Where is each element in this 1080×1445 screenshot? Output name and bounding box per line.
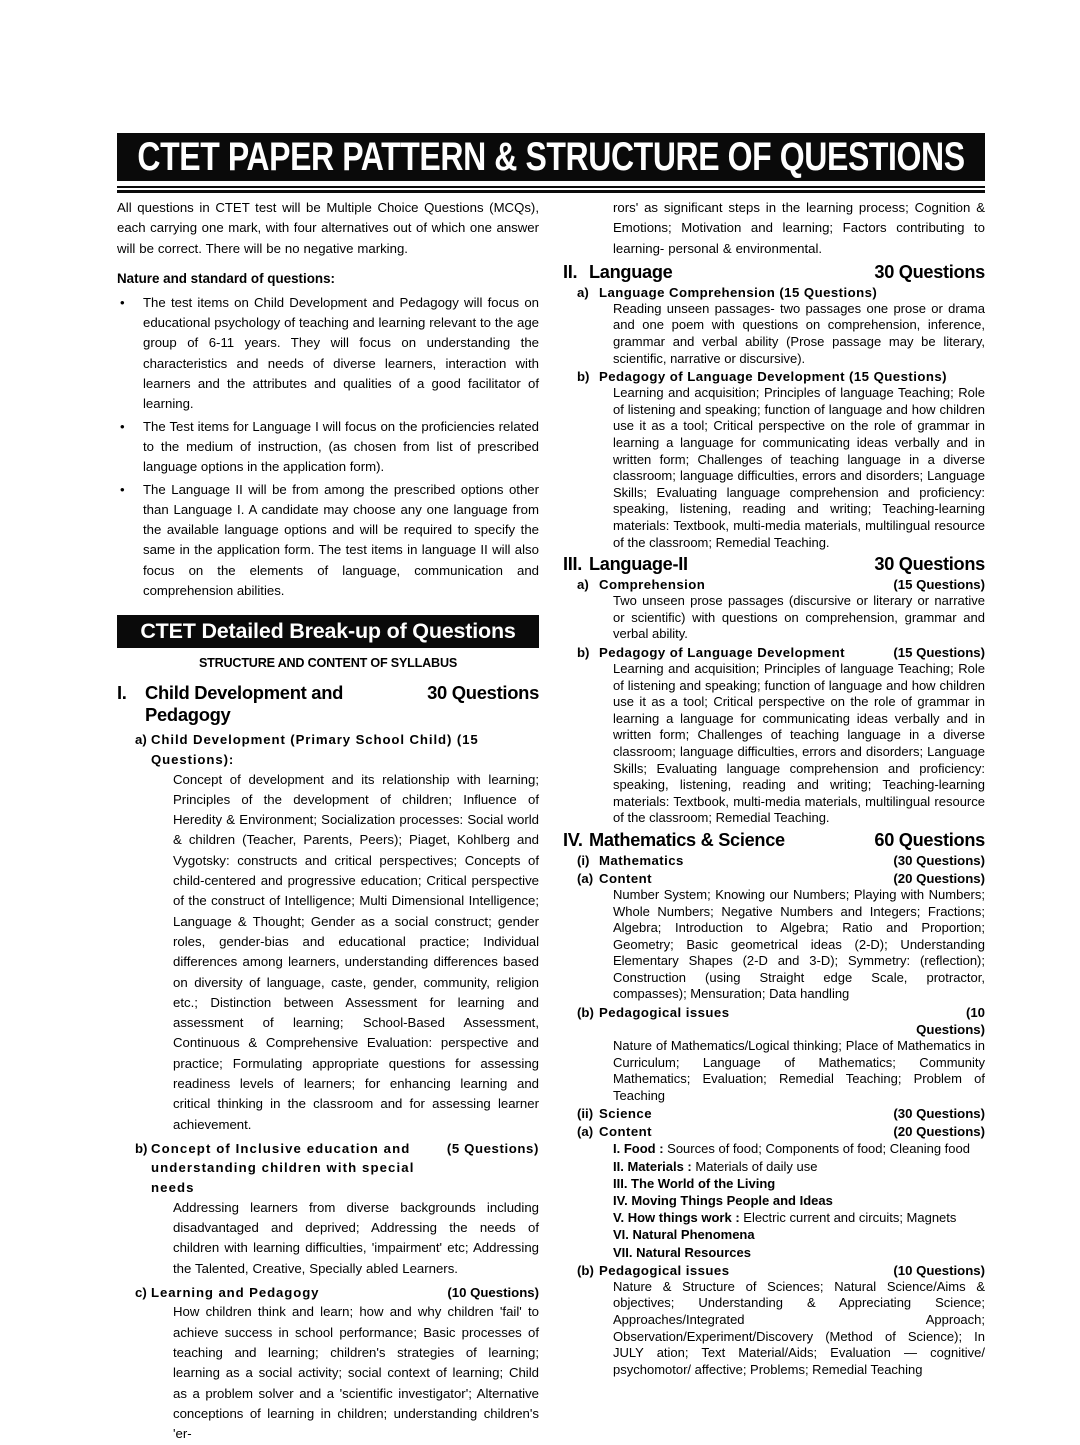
list-item	[117, 480, 539, 602]
topic-heading: IV. Moving Things People and Ideas	[613, 1193, 833, 1209]
section-numeral: III.	[563, 554, 583, 575]
list-item	[613, 1158, 985, 1175]
subsection-math-content	[563, 870, 985, 887]
subsection-letter: (b)	[577, 1005, 594, 1021]
section-title: Child Development and Pedagogy	[145, 682, 344, 726]
subsection-title	[151, 1139, 539, 1198]
subsection-2b	[563, 368, 985, 385]
subsection-3b	[563, 644, 985, 661]
subsection-question-count: (15 Questions)	[893, 577, 985, 593]
subsection-letter: (a)	[577, 1124, 594, 1140]
topic-detail: Electric current and circuits; Magnets	[739, 1210, 957, 1226]
subsection-2a-body: Reading unseen passages- two passages one prose or drama and one poem with questions on comprehension, inference, grammar and verbal ability (Prose passage may be literary, scientific, narrative or discursive).	[613, 300, 985, 366]
bullet-dot-icon: •	[120, 294, 125, 310]
title-banner	[117, 133, 985, 193]
bullet-text: The Test items for Language I will focus on the proficiencies related to the medium of instruction, (as chosen from list of prescribed language options in the application form).	[143, 418, 539, 475]
section-numeral: II.	[563, 261, 578, 282]
section-numeral: I.	[117, 682, 127, 704]
subsection-letter: b)	[577, 644, 590, 660]
subsection-letter: (ii)	[577, 1106, 594, 1122]
subsection-science	[563, 1105, 985, 1122]
section-title: Language	[589, 261, 673, 282]
banner-rule-lower	[117, 190, 985, 193]
title-banner-bar	[117, 133, 985, 181]
subsection-letter: (a)	[577, 870, 594, 886]
science-topic-list	[563, 1140, 985, 1260]
content-columns	[117, 198, 985, 1445]
topic-heading: III. The World of the Living	[613, 1175, 776, 1191]
list-item	[613, 1209, 985, 1226]
subsection-1a-body: Concept of development and its relationship with learning; Principles of the development of children; Influence of Heredity & Environment; Socialization processes: Social world & children (Teacher, Parents, Peers); Piaget, Kohlberg and Vygotsky: constructs and critical perspectives; Concepts of child-centered and progressive education; Critical perspective of the construct of Intelligence; Multi Dimensional Intelligence; Language & Thought; Gender as a social construct; gender roles, gender-bias and educational practice; Individual differences among learners, understanding differences based on diversity of language, caste, gender, community, religion etc.; Distinction between Assessment for learning and assessment of learning; School-Based Assessment, Continuous & Comprehensive Evaluation: perspective and practice; Formulating appropriate questions for assessing readiness levels of learners; for enhancing learning and critical thinking in the classroom and for assessing learner achievement.	[173, 771, 539, 1132]
right-column	[563, 198, 985, 1445]
bullet-text: The Language II will be from among the prescribed options other than Language I. A candidate may choose any one language from the available language options and will be required to specify the same in the application form. The test items in language II will also focus on the elements of language, communication and comprehension abilities.	[143, 481, 539, 599]
subsection-title: Language Comprehension (15 Questions)	[599, 284, 878, 300]
subsection-title: Mathematics	[599, 852, 684, 868]
subsection-question-count-part1: (10	[965, 1005, 985, 1021]
section-heading-child-development	[117, 682, 539, 726]
section-heading-language	[563, 262, 985, 283]
breakup-section-bar: CTET Detailed Break-up of Questions	[117, 615, 539, 648]
list-item	[613, 1226, 985, 1243]
subsection-question-count: (30 Questions)	[893, 852, 985, 868]
topic-heading: I. Food :	[613, 1141, 664, 1157]
subsection-letter: a)	[577, 577, 589, 593]
section-title: Mathematics & Science	[589, 829, 785, 850]
left-column	[117, 198, 539, 1445]
subsection-3a-body: Two unseen prose passages (discursive or literary or narrative or scientific) with questions on comprehension, grammar and verbal ability.	[613, 593, 985, 642]
subsection-title: Comprehension	[599, 577, 706, 593]
subsection-1c-body: How children think and learn; how and why children 'fail' to achieve success in school performance; Basic processes of teaching and learning; children's strategies of learning; learning as a social activity; social context of learning; Child as a problem solver and a 'scientific investigator'; Alternative conceptions of learning in children; understanding children's 'er-	[173, 1304, 539, 1442]
section-question-count: 30 Questions	[874, 554, 985, 575]
subsection-question-count: (30 Questions)	[893, 1106, 985, 1122]
subsection-science-pedagogical	[563, 1262, 985, 1279]
subsection-title: Science	[599, 1106, 653, 1122]
subsection-question-count-part2: Questions)	[916, 1022, 985, 1038]
document-page	[117, 0, 985, 1442]
subsection-science-content	[563, 1123, 985, 1140]
subsection-letter: a)	[135, 732, 147, 748]
nature-bullet-list	[117, 293, 539, 601]
continuation-paragraph: rors' as significant steps in the learning process; Cognition & Emotions; Motivation and learning; Factors contributing to learning- personal & environmental.	[613, 200, 985, 256]
section-heading-mathematics-science	[563, 830, 985, 851]
topic-heading: VI. Natural Phenomena	[613, 1227, 755, 1243]
topic-detail: Materials of daily use	[691, 1158, 818, 1174]
subsection-title: Content	[599, 870, 652, 886]
nature-heading: Nature and standard of questions:	[117, 270, 335, 286]
subsection-letter: (i)	[577, 852, 590, 868]
list-item	[613, 1140, 985, 1157]
subsection-math-pedagogical-body: Nature of Mathematics/Logical thinking; Place of Mathematics in Curriculum; Language of Mathematics; Community Mathematics; Evaluation; Remedial Teaching; Problem of Teaching	[613, 1038, 985, 1103]
subsection-question-count: (10 Questions)	[893, 1262, 985, 1278]
subsection-question-count: (20 Questions)	[893, 1124, 985, 1140]
topic-heading: V. How things work :	[613, 1210, 740, 1226]
intro-paragraph: All questions in CTET test will be Multiple Choice Questions (MCQs), each carrying one mark, with four alternatives out of which one answer will be correct. There will be no negative marking.	[117, 200, 539, 256]
structure-subtitle: STRUCTURE AND CONTENT OF SYLLABUS	[198, 656, 458, 671]
section-question-count: 60 Questions	[874, 829, 985, 850]
subsection-title: Child Development (Primary School Child) (15 Questions):	[151, 732, 479, 767]
subsection-question-count: (5 Questions)	[446, 1140, 539, 1156]
bullet-dot-icon: •	[120, 418, 125, 434]
list-item	[117, 417, 539, 478]
topic-heading: VII. Natural Resources	[613, 1244, 751, 1260]
topic-heading: II. Materials :	[613, 1158, 692, 1174]
subsection-math	[563, 852, 985, 869]
banner-rule-upper	[117, 186, 985, 188]
page-title: CTET PAPER PATTERN & STRUCTURE OF QUESTIONS	[137, 135, 965, 179]
subsection-1b	[117, 1139, 539, 1198]
subsection-title-text: Concept of Inclusive education and understanding children with special needs	[151, 1140, 415, 1196]
subsection-science-pedagogical-body: Nature & Structure of Sciences; Natural Science/Aims & objectives; Understanding & Appreciating Science; Approaches/Integrated Approach; Observation/Experiment/Discovery (Method of Science); In JULY ation; Text Material/Aids; Evaluation — cognitive/ psychomotor/ affective; Problems; Remedial Teaching	[613, 1278, 985, 1377]
topic-detail: Sources of food; Components of food; Cleaning food	[663, 1141, 970, 1157]
list-item	[117, 293, 539, 415]
section-question-count: 30 Questions	[427, 682, 539, 704]
subsection-3a	[563, 576, 985, 593]
section-heading-language-two	[563, 554, 985, 575]
subsection-title: Pedagogical issues	[599, 1005, 730, 1021]
subsection-3b-body: Learning and acquisition; Principles of language Teaching; Role of listening and speaking; function of language and how children use it as a tool; Critical perspective on the role of grammar in learning a language for communicating ideas verbally and in written form; Challenges of teaching language in a diverse classroom; language difficulties, errors and disorders; Language Skills; Evaluating language comprehension and proficiency: speaking, listening, reading and writing; Teaching-learning materials: Textbook, multi-media materials, multilingual resource of the classroom; Remedial Teaching.	[613, 660, 985, 826]
subsection-letter: c)	[135, 1284, 147, 1300]
subsection-math-content-body: Number System; Knowing our Numbers; Playing with Numbers; Whole Numbers; Negative Numbers and Integers; Fractions; Algebra; Introduction to Algebra; Ratio and Proportion; Geometry; Basic geometrical ideas (2-D); Understanding Elementary Shapes (2-D and 3-D); Symmetry: (reflection); Construction (using Straight edge Scale, protractor, compasses); Mensuration; Data handling	[613, 886, 985, 1002]
subsection-2a	[563, 284, 985, 301]
list-item	[613, 1192, 985, 1209]
subsection-2b-body: Learning and acquisition; Principles of language Teaching; Role of listening and speaking; function of language and how children use it as a tool; Critical perspective on the role of grammar in learning a language for communicating ideas verbally and in written form; Challenges of teaching language in a diverse classroom; language difficulties, errors and disorders; Language Skills; Evaluating language comprehension and proficiency: speaking, listening, reading and writing; Teaching-learning materials: Textbook, multi-media materials, multilingual resource of the classroom; Remedial Teaching.	[613, 385, 985, 550]
subsection-title: Pedagogical issues	[599, 1262, 730, 1278]
subsection-title: Content	[599, 1124, 652, 1140]
subsection-letter: (b)	[577, 1262, 594, 1278]
subsection-title-row	[151, 1139, 539, 1198]
bullet-text: The test items on Child Development and Pedagogy will focus on educational psychology of teaching and learning relevant to the age group of 6-11 years. They will focus on understanding the characteristics and needs of diverse learners, interaction with learners and the attributes and qualities of a good facilitator of learning.	[143, 294, 539, 412]
subsection-question-count: (10 Questions)	[447, 1284, 539, 1300]
subsection-title: Learning and Pedagogy	[151, 1284, 320, 1300]
subsection-letter: a)	[577, 284, 589, 300]
section-question-count: 30 Questions	[874, 261, 985, 282]
section-title: Language-II	[589, 554, 688, 575]
subsection-letter: b)	[577, 369, 590, 385]
subsection-title: Pedagogy of Language Development (15 Questions)	[599, 369, 947, 385]
subsection-letter: b)	[135, 1140, 148, 1156]
subsection-1c	[117, 1283, 539, 1303]
subsection-math-pedagogical	[563, 1004, 985, 1021]
subsection-question-count: (15 Questions)	[893, 644, 985, 660]
subsection-1a	[117, 730, 539, 769]
list-item	[613, 1244, 985, 1261]
subsection-title: Pedagogy of Language Development	[599, 644, 845, 660]
section-numeral: IV.	[563, 829, 583, 850]
list-item	[613, 1175, 985, 1192]
bullet-dot-icon: •	[120, 481, 125, 497]
subsection-1b-body: Addressing learners from diverse backgrounds including disadvantaged and deprived; Addressing the needs of children with learning difficulties, 'impairment' etc; Addressing the Talented, Creative, Specially abled Learners.	[173, 1199, 539, 1276]
subsection-question-count: (20 Questions)	[893, 870, 985, 886]
